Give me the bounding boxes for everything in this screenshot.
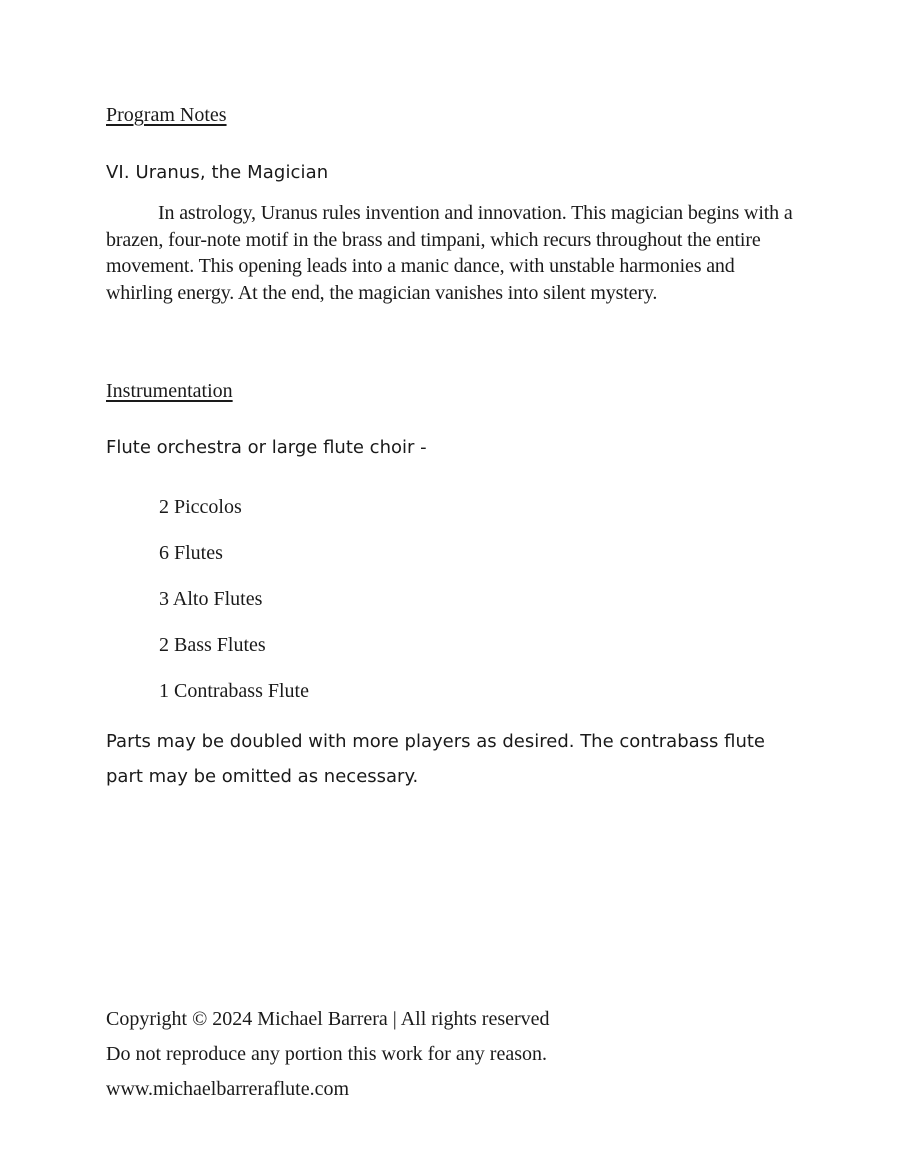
instrument-list (159, 494, 309, 724)
copyright-line: Copyright © 2024 Michael Barrera | All rights reserved (106, 1008, 550, 1030)
parts-note: Parts may be doubled with more players as desired. The contrabass flute part may be omitted as necessary. (106, 731, 766, 787)
program-notes-paragraph: In astrology, Uranus rules invention and innovation. This magician begins with a brazen, four-note motif in the brass and timpani, which recurs throughout the entire movement. This opening leads into a manic dance, with unstable harmonies and whirling energy. At the end, the magician vanishes into silent mystery. (106, 202, 793, 304)
website-link[interactable]: www.michaelbarreraflute.com (106, 1078, 350, 1100)
program-notes-heading: Program Notes (106, 104, 227, 126)
instrumentation-heading: Instrumentation (106, 380, 233, 402)
instrument-item: 6 Flutes (159, 542, 223, 564)
ensemble-description: Flute orchestra or large flute choir - (106, 437, 427, 458)
reproduction-warning: Do not reproduce any portion this work for any reason. (106, 1043, 547, 1065)
instrument-item: 3 Alto Flutes (159, 588, 263, 610)
footer (106, 1004, 550, 1109)
instrument-item: 2 Piccolos (159, 496, 242, 518)
movement-title: VI. Uranus, the Magician (106, 162, 329, 183)
instrument-item: 1 Contrabass Flute (159, 680, 309, 702)
instrument-item: 2 Bass Flutes (159, 634, 266, 656)
